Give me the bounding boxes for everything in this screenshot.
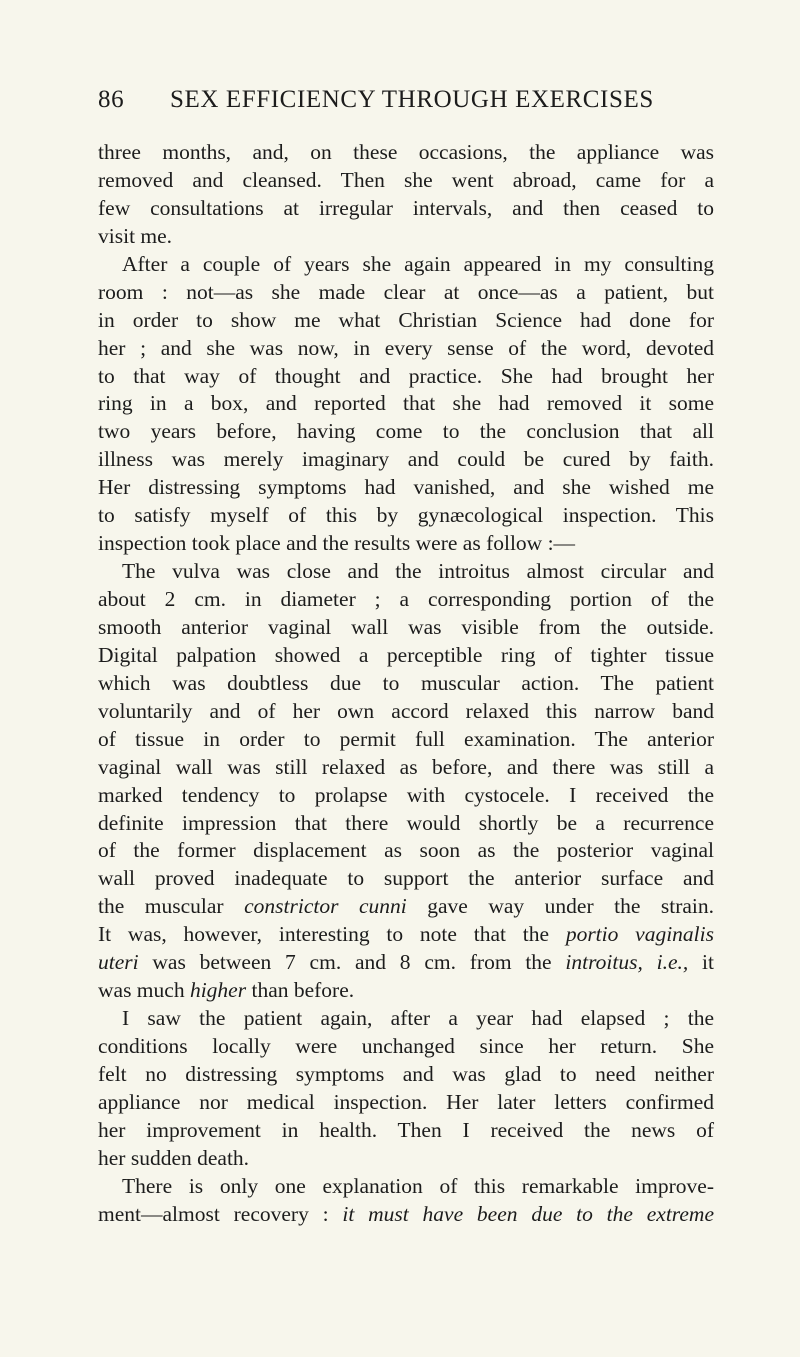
- text-run: was much: [98, 978, 190, 1003]
- text-run: three months, and, on these occasions, the appliance was: [98, 140, 714, 164]
- text-line: [98, 893, 714, 921]
- text-run: about 2 cm. in diameter ; a corresponding portion of the: [98, 587, 714, 611]
- text-run: It was, however, interesting to note that the: [98, 922, 566, 947]
- text-line: [98, 726, 714, 754]
- text-run: her improvement in health. Then I received the news of: [98, 1117, 714, 1142]
- text-line: [98, 977, 714, 1005]
- italic-text: uteri: [98, 950, 139, 975]
- text-run: which was doubtless due to muscular action. The patient: [98, 670, 714, 695]
- text-run: There is only one explanation of this remarkable improve-: [122, 1173, 714, 1198]
- text-run: Her distressing symptoms had vanished, and she wished me: [98, 475, 714, 500]
- text-run: room : not—as she made clear at once—as a patient, but: [98, 279, 714, 304]
- page-number: 86: [98, 86, 125, 113]
- text-line: [98, 1173, 714, 1201]
- text-run: of the former displacement as soon as the posterior vaginal: [98, 838, 714, 863]
- text-line: [98, 474, 714, 502]
- text-line: [98, 1117, 714, 1145]
- text-line: [98, 502, 714, 530]
- text-run: to satisfy myself of this by gynæcological inspection. This: [98, 503, 714, 528]
- text-line: [98, 446, 714, 474]
- italic-text: constrictor cunni: [244, 894, 407, 919]
- text-run: her sudden death.: [98, 1145, 250, 1170]
- text-line: [98, 949, 714, 977]
- text-line: [98, 1089, 714, 1117]
- text-run: Digital palpation showed a perceptible ring of tighter tissue: [98, 642, 714, 667]
- text-line: [98, 1061, 714, 1089]
- text-run: gave way under the strain.: [406, 894, 715, 919]
- text-line: [98, 614, 714, 642]
- text-line: [98, 307, 714, 335]
- text-line: [98, 698, 714, 726]
- text-run: The vulva was close and the introitus almost circular and: [122, 559, 714, 584]
- text-line: [98, 642, 714, 670]
- italic-text: it must have been due to the extreme: [342, 1201, 714, 1226]
- text-run: her ; and she was now, in every sense of the word, devoted: [98, 335, 714, 360]
- text-line: [98, 530, 714, 558]
- text-line: [98, 865, 714, 893]
- text-line: [98, 670, 714, 698]
- body-text: [98, 139, 714, 1229]
- text-run: to that way of thought and practice. She had brought her: [98, 363, 714, 388]
- text-line: [98, 837, 714, 865]
- running-title: SEX EFFICIENCY THROUGH EXERCISES: [170, 86, 654, 113]
- text-run: felt no distressing symptoms and was glad to need neither: [98, 1061, 714, 1086]
- text-run: the muscular: [98, 894, 245, 919]
- text-run: of tissue in order to permit full examination. The anterior: [98, 726, 714, 751]
- italic-text: higher: [189, 978, 247, 1003]
- italic-text: introitus, i.e.,: [565, 950, 689, 975]
- text-run: illness was merely imaginary and could be cured by faith.: [98, 447, 714, 472]
- text-line: [98, 139, 714, 167]
- text-run: inspection took place and the results were as follow :—: [98, 531, 576, 556]
- text-run: conditions locally were unchanged since her return. She: [98, 1034, 714, 1058]
- text-run: smooth anterior vaginal wall was visible from the outside.: [98, 614, 714, 639]
- text-run: ment—almost recovery :: [98, 1201, 343, 1226]
- text-run: wall proved inadequate to support the anterior surface and: [98, 866, 714, 891]
- text-run: I saw the patient again, after a year had elapsed ; the: [122, 1006, 714, 1031]
- text-line: [98, 335, 714, 363]
- text-run: it: [688, 950, 714, 975]
- text-run: was between 7 cm. and 8 cm. from the: [138, 950, 566, 975]
- text-line: [98, 921, 714, 949]
- text-run: visit me.: [98, 223, 173, 248]
- text-run: removed and cleansed. Then she went abroad, came for a: [98, 167, 714, 192]
- text-line: [98, 1005, 714, 1033]
- text-run: two years before, having come to the conclusion that all: [98, 419, 714, 444]
- text-run: few consultations at irregular intervals, and then ceased to: [98, 195, 714, 220]
- text-line: [98, 195, 714, 223]
- text-run: in order to show me what Christian Science had done for: [98, 307, 714, 332]
- text-line: [98, 1033, 714, 1061]
- text-line: [98, 754, 714, 782]
- text-line: [98, 167, 714, 195]
- text-line: [98, 1145, 714, 1173]
- page-header: [98, 86, 714, 126]
- text-line: [98, 782, 714, 810]
- italic-text: portio vaginalis: [565, 922, 714, 947]
- text-line: [98, 279, 714, 307]
- text-line: [98, 223, 714, 251]
- text-line: [98, 1201, 714, 1229]
- text-run: appliance nor medical inspection. Her later letters confirmed: [98, 1089, 714, 1114]
- text-line: [98, 810, 714, 838]
- text-line: [98, 390, 714, 418]
- text-line: [98, 558, 714, 586]
- text-line: [98, 418, 714, 446]
- text-run: definite impression that there would shortly be a recurrence: [98, 810, 714, 835]
- text-run: After a couple of years she again appeared in my consulting: [122, 251, 714, 276]
- text-run: marked tendency to prolapse with cystocele. I received the: [98, 782, 714, 807]
- text-run: voluntarily and of her own accord relaxed this narrow band: [98, 698, 714, 723]
- text-run: vaginal wall was still relaxed as before, and there was still a: [98, 754, 714, 779]
- text-line: [98, 251, 714, 279]
- text-run: ring in a box, and reported that she had removed it some: [98, 391, 714, 416]
- text-line: [98, 586, 714, 614]
- text-run: than before.: [246, 978, 355, 1003]
- text-line: [98, 363, 714, 391]
